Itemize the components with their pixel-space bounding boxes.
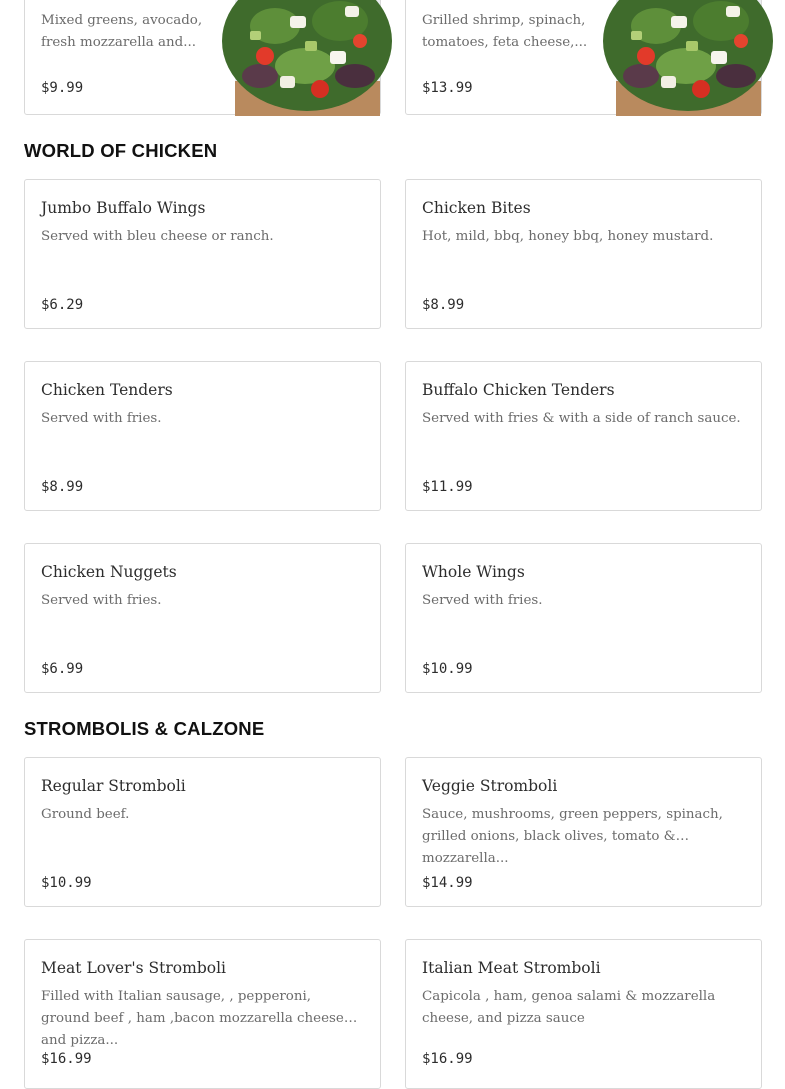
section-title: STROMBOLIS & CALZONE: [24, 718, 265, 739]
menu-item-description: Mixed greens, avocado, fresh mozzarella and...: [41, 13, 203, 50]
menu-item-name: Veggie Stromboli: [422, 777, 558, 795]
menu-item-price: $13.99: [422, 80, 473, 96]
menu-item-price: $16.99: [422, 1051, 473, 1067]
menu-item-name: Regular Stromboli: [41, 777, 186, 795]
section-title: WORLD OF CHICKEN: [24, 140, 218, 161]
menu-item-card[interactable]: [24, 757, 381, 907]
menu-item-description: Grilled shrimp, spinach, tomatoes, feta cheese,...: [422, 13, 588, 50]
menu-item-price: $6.29: [41, 297, 84, 313]
menu-item-price: $14.99: [422, 875, 473, 891]
menu-item-card[interactable]: [24, 361, 381, 511]
menu-item-price: $9.99: [41, 80, 84, 96]
menu-item-card[interactable]: [405, 543, 762, 693]
menu-item-card[interactable]: [24, 939, 381, 1089]
salad-photo-icon: [616, 0, 761, 114]
salad-photo-icon: [235, 0, 380, 114]
menu-item-price: $10.99: [422, 661, 473, 677]
menu-item-card[interactable]: [405, 939, 762, 1089]
menu-item-card[interactable]: [405, 361, 762, 511]
menu-item-name: Jumbo Buffalo Wings: [41, 199, 206, 217]
menu-item-card[interactable]: [405, 757, 762, 907]
menu-item-name: Chicken Bites: [422, 199, 531, 217]
menu-item-price: $10.99: [41, 875, 92, 891]
menu-item-name: Chicken Tenders: [41, 381, 173, 399]
menu-item-name: Italian Meat Stromboli: [422, 959, 601, 977]
menu-item-card[interactable]: [24, 179, 381, 329]
menu-item-card[interactable]: [24, 543, 381, 693]
menu-item-card[interactable]: [405, 0, 762, 115]
menu-item-description: Ground beef.: [41, 807, 130, 822]
menu-item-name: Chicken Nuggets: [41, 563, 177, 581]
menu-item-description: Hot, mild, bbq, honey bbq, honey mustard.: [422, 229, 714, 244]
menu-item-card[interactable]: [405, 179, 762, 329]
menu-item-name: Buffalo Chicken Tenders: [422, 381, 615, 399]
menu-item-description: Served with fries.: [41, 411, 162, 426]
menu-item-description: Served with fries.: [41, 593, 162, 608]
menu-item-description: Served with fries.: [422, 593, 543, 608]
menu-item-description: Served with fries & with a side of ranch sauce.: [422, 411, 741, 426]
menu-item-price: $8.99: [41, 479, 84, 495]
menu-item-price: $6.99: [41, 661, 84, 677]
menu-item-name: Whole Wings: [422, 563, 525, 581]
menu-item-price: $11.99: [422, 479, 473, 495]
menu-item-description: Capicola , ham, genoa salami & mozzarella cheese, and pizza sauce: [422, 989, 716, 1026]
menu-item-price: $16.99: [41, 1051, 92, 1067]
menu-item-price: $8.99: [422, 297, 465, 313]
menu-item-name: Meat Lover's Stromboli: [41, 959, 227, 977]
menu-item-card[interactable]: [24, 0, 381, 115]
menu-item-description: Sauce, mushrooms, green peppers, spinach, grilled onions, black olives, tomato & mozzarella...: [422, 807, 723, 866]
menu-item-description: Served with bleu cheese or ranch.: [41, 229, 274, 244]
menu-item-description: Filled with Italian sausage, , pepperoni, ground beef , ham ,bacon mozzarella cheese and pizza...: [41, 989, 344, 1048]
